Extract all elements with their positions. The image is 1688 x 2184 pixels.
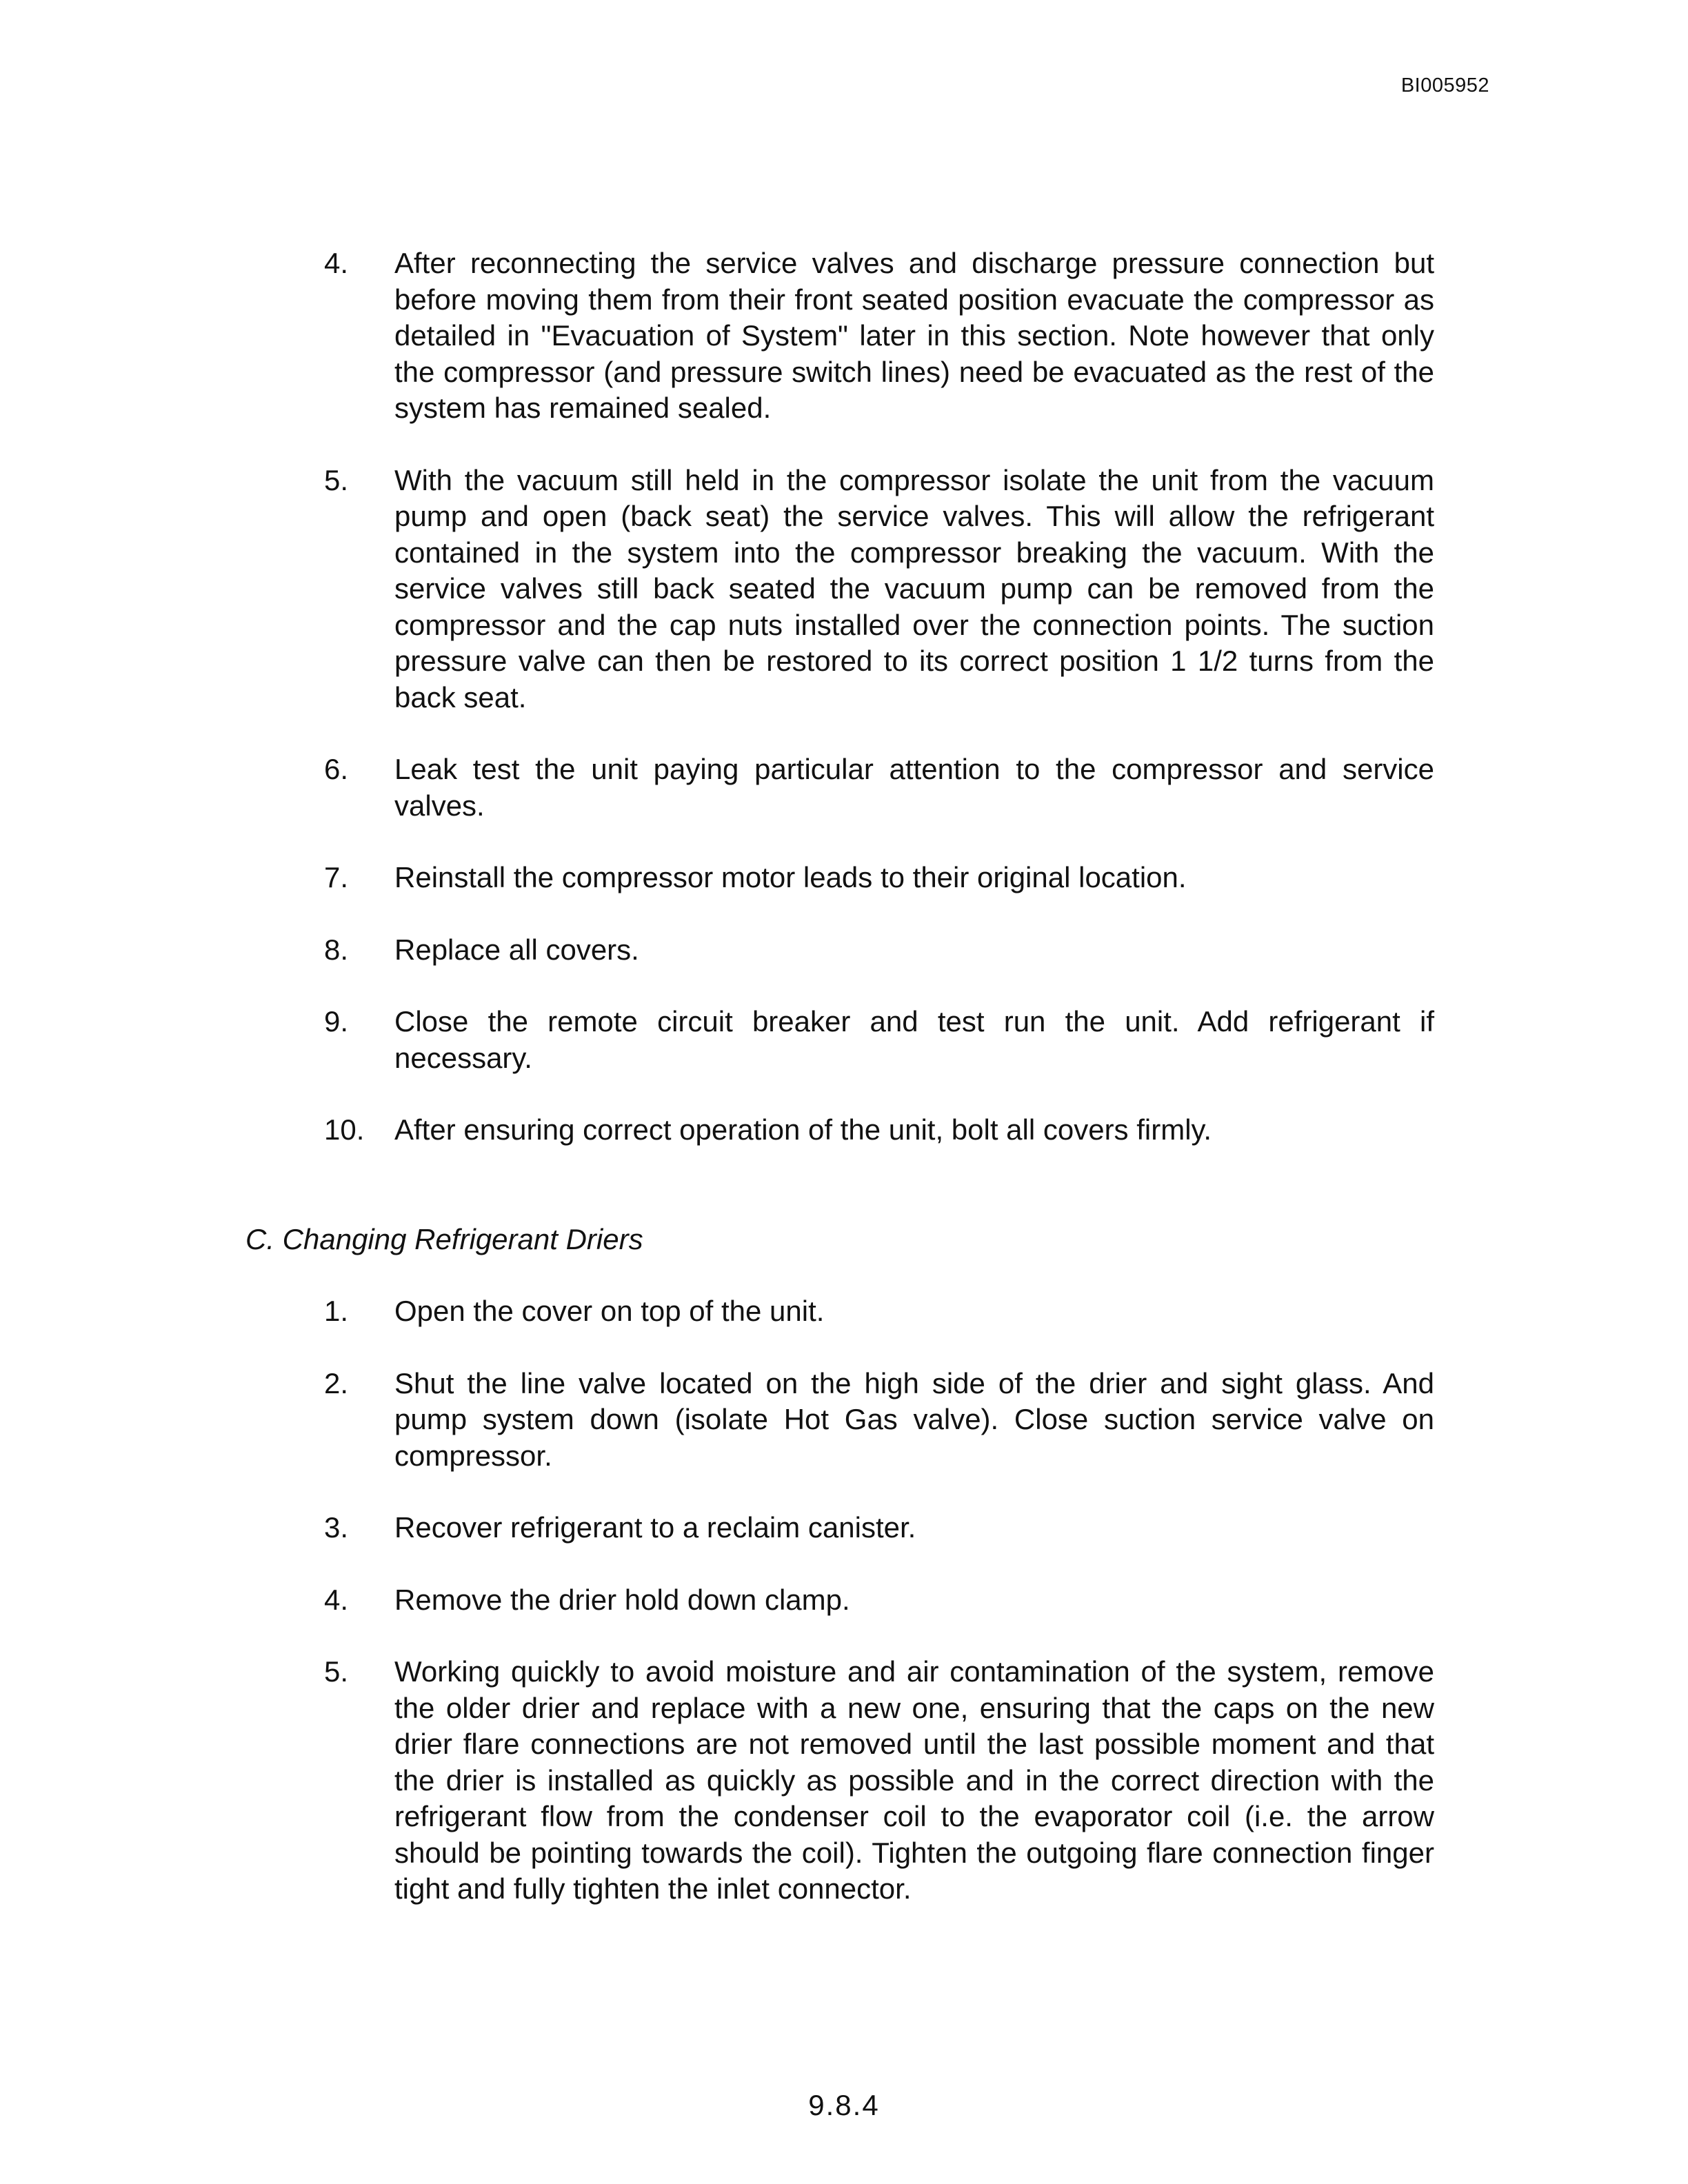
step-number: 8. [324,933,349,966]
step-text: Close the remote circuit breaker and test run the unit. Add refrigerant if necessary. [394,1005,1434,1074]
step-number: 1. [324,1295,349,1327]
step-text: Open the cover on top of the unit. [394,1295,825,1327]
list-item [0,1654,1688,1908]
list-item [0,463,1688,716]
list-item [0,1366,1688,1475]
list-item [0,932,1688,969]
list-item [0,751,1688,824]
list-item [0,1112,1688,1149]
step-number: 5. [324,463,349,496]
steps-continued-list [0,245,1688,1184]
step-number: 2. [324,1366,349,1399]
step-text: Working quickly to avoid moisture and air contamination of the system, remove the older drier and replace with a new one, ensuring that the caps on the new drier flare connections are not removed until the last possible moment and that the drier is installed as quickly as possible and in the correct direction with the refrigerant flow from the condenser coil to the evaporator coil (i.e. the arrow should be pointing towards the coil). Tighten the outgoing flare connection finger tight and fully tighten the inlet connector. [394,1655,1434,1905]
list-item [0,1004,1688,1076]
step-text: Remove the drier hold down clamp. [394,1583,850,1616]
step-text: Recover refrigerant to a reclaim canister. [394,1511,916,1544]
step-number: 10. [324,1113,365,1146]
step-text: After ensuring correct operation of the unit, bolt all covers firmly. [394,1113,1212,1146]
list-item [0,1293,1688,1330]
step-text: After reconnecting the service valves and discharge pressure connection but before moving them from their front seated position evacuate the compressor as detailed in "Evacuation of System" later in this section. Note however that only the compressor (and pressure switch lines) need be evacuated as the rest of the system has remained sealed. [394,247,1434,424]
step-text: Leak test the unit paying particular attention to the compressor and service valves. [394,753,1434,822]
step-number: 5. [324,1655,349,1688]
list-item [0,860,1688,896]
changing-driers-steps-list [0,1293,1688,1943]
step-text: With the vacuum still held in the compressor isolate the unit from the vacuum pump and open (back seat) the service valves. This will allow the refrigerant contained in the system into the compressor breaking the vacuum. With the service valves still back seated the vacuum pump can be removed from the compressor and the cap nuts installed over the connection points. The suction pressure valve can then be restored to its correct position 1 1/2 turns from the back seat. [394,463,1434,714]
step-number: 6. [324,753,349,785]
step-text: Reinstall the compressor motor leads to their original location. [394,861,1187,893]
step-number: 4. [324,247,349,279]
step-number: 3. [324,1511,349,1544]
section-heading: C. Changing Refrigerant Driers [245,1223,643,1255]
step-text: Replace all covers. [394,933,639,966]
step-text: Shut the line valve located on the high side of the drier and sight glass. And pump system down (isolate Hot Gas valve). Close suction service valve on compressor. [394,1366,1434,1472]
list-item [0,1582,1688,1619]
page-number: 9.8.4 [808,2089,880,2121]
document-id: BI005952 [1400,74,1489,97]
step-number: 7. [324,861,349,893]
list-item [0,1510,1688,1546]
step-number: 9. [324,1005,349,1038]
list-item [0,245,1688,427]
step-number: 4. [324,1583,349,1616]
